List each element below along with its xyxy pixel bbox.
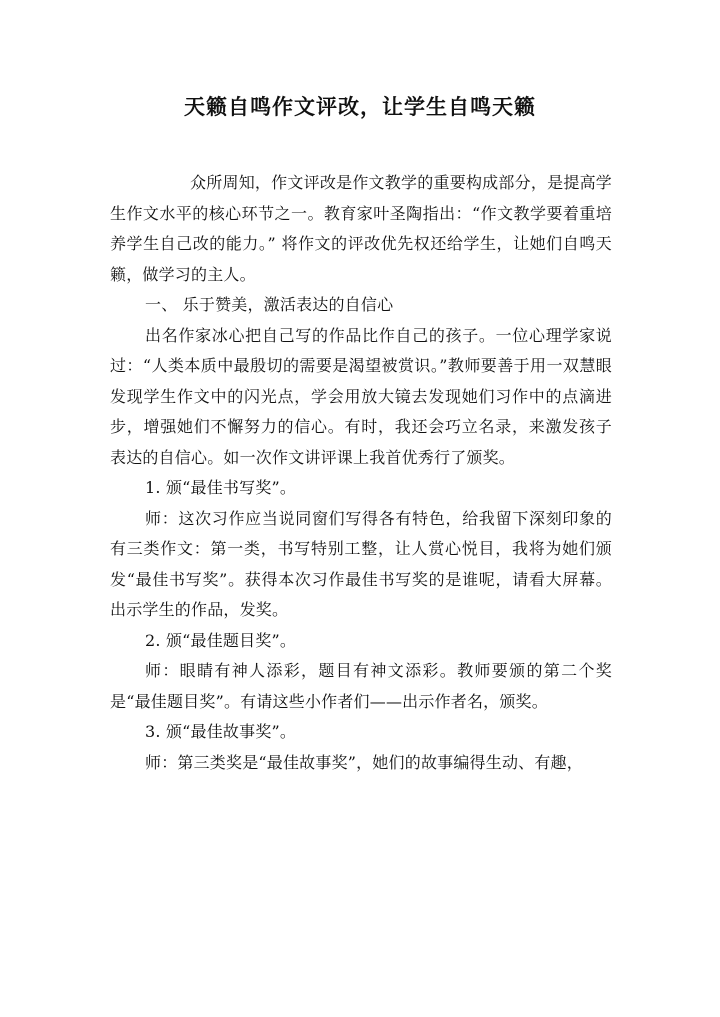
section-heading: 一、 乐于赞美，激活表达的自信心 [145, 295, 394, 314]
body-paragraph: 师：第三类奖是“最佳故事奖”，她们的故事编得生动、有趣， [145, 752, 583, 772]
body-paragraph: 出名作家冰心把自己写的作品比作自己的孩子。一位心理学家说过：“人类本质中最殷切的需要是渴望被赏识。”教师要善于用一双慧眼发现学生作文中的闪光点，学会用放大镜去发现她们习作中的点滴进步，增强她们不懈努力的信心。有时，我还会巧立名录，来激发孩子表达的自信心。如一次作文讲评课上我首优秀行了颁奖。 [110, 325, 612, 467]
intro-paragraph: 众所周知，作文评改是作文教学的重要构成部分，是提高学生作文水平的核心环节之一。教育家叶圣陶指出：“作文教学要着重培养学生自己改的能力。” 将作文的评改优先权还给学生，让她们自鸣天籁，做学习的主人。 [110, 173, 612, 284]
list-item-heading: 3. 颁“最佳故事奖”。 [145, 722, 297, 741]
body-paragraph: 师：眼睛有神人添彩，题目有神文添彩。教师要颁的第二个奖是“最佳题目奖”。有请这些小作者们——出示作者名，颁奖。 [110, 661, 612, 711]
body-paragraph: 师：这次习作应当说同窗们写得各有特色，给我留下深刻印象的有三类作文：第一类，书写特别工整，让人赏心悦目，我将为她们颁发“最佳书写奖”。获得本次习作最佳书写奖的是谁呢，请看大屏幕。出示学生的作品，发奖。 [110, 508, 612, 619]
document-body [110, 168, 612, 778]
list-item-heading: 1. 颁“最佳书写奖”。 [145, 478, 297, 497]
document-title: 天籁自鸣作文评改，让学生自鸣天籁 [184, 94, 536, 119]
list-item-heading: 2. 颁“最佳题目奖”。 [145, 630, 297, 650]
